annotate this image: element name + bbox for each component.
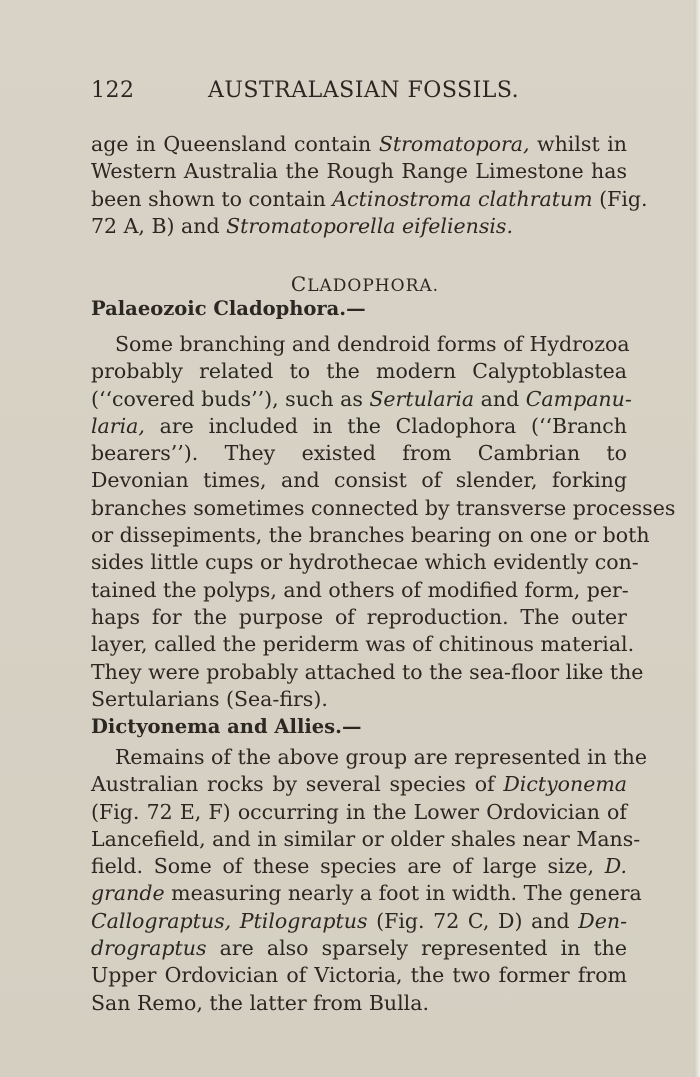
text-run: been shown to contain [91, 186, 333, 211]
text-run: bearers’’). They existed from Cambrian to [91, 441, 627, 466]
text-line [91, 467, 627, 494]
text-line [91, 522, 650, 549]
text-line [91, 853, 627, 880]
text-run: Australian rocks by several species of [91, 772, 504, 797]
text-run: Some branching and dendroid forms of Hydrozoa [115, 332, 630, 356]
text-line [91, 440, 627, 467]
italic-text: Stromatoporella eifeliensis. [226, 213, 513, 238]
text-line [91, 826, 641, 853]
text-line [91, 386, 632, 413]
text-line [91, 604, 627, 631]
text-line [91, 495, 676, 522]
text-run: San Remo, the latter from Bulla. [91, 990, 429, 1015]
text-run: Lancefield, and in similar or older shales near Mans- [91, 826, 641, 851]
section-title-initial: C [290, 272, 308, 296]
page-header [91, 78, 631, 108]
text-line [91, 577, 627, 604]
text-line [91, 158, 627, 185]
section-title [0, 272, 700, 296]
text-run: tained the polyps, and others of modified form, per- [91, 577, 629, 602]
text-run: Remains of the above group are represented in the [115, 745, 647, 769]
italic-text: Den- [578, 908, 627, 933]
text-line [91, 771, 627, 798]
text-run: field. Some of these species are of large size, [91, 854, 605, 879]
italic-text: Dictyonema [503, 772, 627, 797]
text-line [91, 213, 627, 240]
text-line [91, 358, 627, 385]
running-title: AUSTRALASIAN FOSSILS. [208, 78, 520, 103]
text-line [91, 631, 635, 658]
paragraph-dictyonema [91, 744, 647, 1017]
text-run: Upper Ordovician of Victoria, the two former from [91, 963, 627, 988]
text-run: (Fig. 72 C, D) and [367, 908, 579, 933]
text-line [91, 186, 648, 213]
text-run: sides little cups or hydrothecae which evidently con- [91, 550, 639, 575]
text-run: layer, called the periderm was of chitinous material. [91, 632, 635, 657]
italic-text: grande [91, 881, 165, 906]
text-run: or dissepiments, the branches bearing on one or both [91, 523, 650, 548]
text-line [91, 880, 642, 907]
text-line [91, 659, 644, 686]
italic-text: D. [604, 854, 627, 879]
text-run: age in Queensland contain [91, 132, 379, 156]
text-run: Devonian times, and consist of slender, forking [91, 468, 627, 493]
subheading-palaeozoic-cladophora: Palaeozoic Cladophora.— [91, 297, 366, 320]
text-line [91, 799, 627, 826]
italic-text: drograptus [91, 936, 207, 961]
text-run: are also sparsely represented in the [206, 936, 627, 961]
page-number: 122 [91, 78, 135, 103]
italic-text: laria, [91, 413, 145, 438]
text-line [91, 744, 647, 771]
subheading-dictyonema: Dictyonema and Allies.— [91, 715, 362, 738]
text-line [91, 935, 627, 962]
section-title-rest: LADOPHORA. [307, 276, 440, 296]
text-line [91, 131, 627, 158]
text-run: (‘‘covered buds’’), such as [91, 386, 370, 411]
italic-text: Campanu- [525, 386, 632, 411]
text-line [91, 908, 627, 935]
text-line [91, 549, 639, 576]
text-run: are included in the Cladophora (‘‘Branch [144, 413, 627, 438]
italic-text: Stromatopora, [378, 132, 530, 156]
text-run: haps for the purpose of reproduction. The outer [91, 604, 627, 629]
italic-text: Sertularia [369, 386, 475, 411]
page-edge [694, 0, 700, 1077]
text-line [91, 962, 627, 989]
text-run: whilst in [529, 132, 627, 156]
text-line [91, 686, 627, 713]
text-run: (Fig. [592, 186, 648, 211]
text-line [91, 331, 630, 358]
text-run: They were probably attached to the sea-floor like the [91, 659, 644, 684]
text-run: (Fig. 72 E, F) occurring in the Lower Ordovician of [91, 799, 627, 824]
text-run: probably related to the modern Calyptoblastea [91, 359, 627, 384]
text-line [91, 413, 627, 440]
intro-paragraph [91, 131, 648, 240]
text-run: Western Australia the Rough Range Limestone has [91, 159, 627, 184]
text-run: 72 A, B) and [91, 213, 227, 238]
text-run: and [474, 386, 526, 411]
italic-text: Actinostroma clathratum [332, 186, 593, 211]
italic-text: Callograptus, Ptilograptus [91, 908, 368, 933]
text-run: branches sometimes connected by transverse processes [91, 495, 676, 520]
text-run: Sertularians (Sea-firs). [91, 686, 328, 711]
paragraph-cladophora [91, 331, 676, 713]
text-line [91, 990, 627, 1017]
text-run: measuring nearly a foot in width. The genera [164, 881, 642, 906]
